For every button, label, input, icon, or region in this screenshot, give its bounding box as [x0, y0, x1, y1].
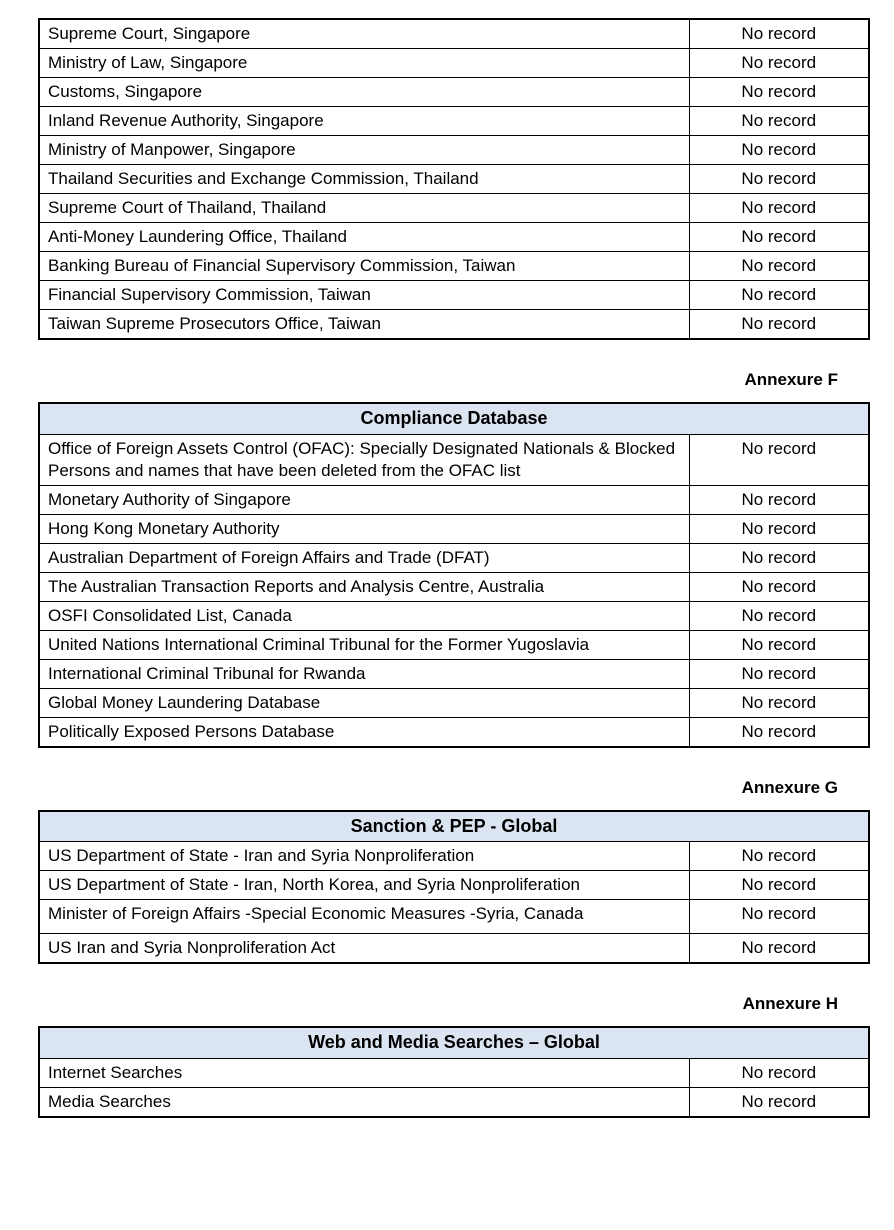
source-cell: Thailand Securities and Exchange Commission, Thailand: [39, 165, 689, 194]
result-cell: No record: [689, 136, 869, 165]
result-cell: No record: [689, 1058, 869, 1087]
result-cell: No record: [689, 1087, 869, 1117]
table-row: [39, 842, 869, 871]
result-cell: No record: [689, 194, 869, 223]
result-cell: No record: [689, 434, 869, 485]
table-row: [39, 630, 869, 659]
table-row: [39, 223, 869, 252]
source-cell: Taiwan Supreme Prosecutors Office, Taiwan: [39, 310, 689, 340]
table-header-row: [39, 811, 869, 842]
table-row: [39, 572, 869, 601]
table-row: [39, 717, 869, 747]
table-row: [39, 543, 869, 572]
result-cell: No record: [689, 49, 869, 78]
source-cell: Financial Supervisory Commission, Taiwan: [39, 281, 689, 310]
result-cell: No record: [689, 601, 869, 630]
source-cell: Inland Revenue Authority, Singapore: [39, 107, 689, 136]
records-table-web-media: [38, 1026, 870, 1118]
source-cell: Politically Exposed Persons Database: [39, 717, 689, 747]
result-cell: No record: [689, 281, 869, 310]
result-cell: No record: [689, 514, 869, 543]
result-cell: No record: [689, 310, 869, 340]
result-cell: No record: [689, 630, 869, 659]
source-cell: United Nations International Criminal Tribunal for the Former Yugoslavia: [39, 630, 689, 659]
annexure-label-h: Annexure H: [742, 994, 838, 1013]
section-sanction-pep-global: [38, 778, 868, 965]
table-row: [39, 136, 869, 165]
source-cell: Internet Searches: [39, 1058, 689, 1087]
source-cell: Anti-Money Laundering Office, Thailand: [39, 223, 689, 252]
section-compliance-database: [38, 370, 868, 748]
source-cell: Ministry of Manpower, Singapore: [39, 136, 689, 165]
table-title: Sanction & PEP - Global: [39, 811, 869, 842]
table-row: [39, 281, 869, 310]
source-cell: Global Money Laundering Database: [39, 688, 689, 717]
table-row: [39, 165, 869, 194]
result-cell: No record: [689, 688, 869, 717]
records-table-continued: [38, 18, 870, 340]
source-cell: Office of Foreign Assets Control (OFAC): Specially Designated Nationals & Blocked Persons and names that have been deleted from the OFAC list: [39, 434, 689, 485]
source-cell: US Department of State - Iran, North Korea, and Syria Nonproliferation: [39, 871, 689, 900]
table-row: [39, 434, 869, 485]
table-title: Web and Media Searches – Global: [39, 1027, 869, 1058]
result-cell: No record: [689, 842, 869, 871]
result-cell: No record: [689, 934, 869, 964]
table-row: [39, 688, 869, 717]
table-row: [39, 1087, 869, 1117]
source-cell: Customs, Singapore: [39, 78, 689, 107]
table-row: [39, 252, 869, 281]
source-cell: International Criminal Tribunal for Rwanda: [39, 659, 689, 688]
table-header-row: [39, 403, 869, 434]
source-cell: Media Searches: [39, 1087, 689, 1117]
section-web-media-searches: [38, 994, 868, 1118]
table-row: [39, 659, 869, 688]
result-cell: No record: [689, 871, 869, 900]
annexure-label-f: Annexure F: [744, 370, 838, 389]
source-cell: US Iran and Syria Nonproliferation Act: [39, 934, 689, 964]
result-cell: No record: [689, 165, 869, 194]
table-title: Compliance Database: [39, 403, 869, 434]
result-cell: No record: [689, 485, 869, 514]
table-row: [39, 310, 869, 340]
source-cell: The Australian Transaction Reports and Analysis Centre, Australia: [39, 572, 689, 601]
result-cell: No record: [689, 223, 869, 252]
table-row: [39, 900, 869, 934]
source-cell: Monetary Authority of Singapore: [39, 485, 689, 514]
table-row: [39, 871, 869, 900]
source-cell: OSFI Consolidated List, Canada: [39, 601, 689, 630]
table-row: [39, 485, 869, 514]
source-cell: Minister of Foreign Affairs -Special Economic Measures -Syria, Canada: [39, 900, 689, 934]
source-cell: Hong Kong Monetary Authority: [39, 514, 689, 543]
records-table-sanction-pep: [38, 810, 870, 965]
source-cell: Ministry of Law, Singapore: [39, 49, 689, 78]
table-row: [39, 49, 869, 78]
result-cell: No record: [689, 19, 869, 49]
result-cell: No record: [689, 543, 869, 572]
table-row: [39, 934, 869, 964]
table-row: [39, 107, 869, 136]
source-cell: Supreme Court of Thailand, Thailand: [39, 194, 689, 223]
source-cell: US Department of State - Iran and Syria Nonproliferation: [39, 842, 689, 871]
records-table-compliance-database: [38, 402, 870, 748]
result-cell: No record: [689, 252, 869, 281]
table-header-row: [39, 1027, 869, 1058]
table-row: [39, 601, 869, 630]
table-row: [39, 78, 869, 107]
result-cell: No record: [689, 659, 869, 688]
source-cell: Australian Department of Foreign Affairs and Trade (DFAT): [39, 543, 689, 572]
table-row: [39, 1058, 869, 1087]
table-row: [39, 19, 869, 49]
result-cell: No record: [689, 900, 869, 934]
result-cell: No record: [689, 717, 869, 747]
annexure-label-g: Annexure G: [741, 777, 838, 797]
result-cell: No record: [689, 572, 869, 601]
source-cell: Supreme Court, Singapore: [39, 19, 689, 49]
result-cell: No record: [689, 107, 869, 136]
table-row: [39, 194, 869, 223]
source-cell: Banking Bureau of Financial Supervisory Commission, Taiwan: [39, 252, 689, 281]
section-regulatory-continued: [38, 18, 868, 340]
table-row: [39, 514, 869, 543]
result-cell: No record: [689, 78, 869, 107]
